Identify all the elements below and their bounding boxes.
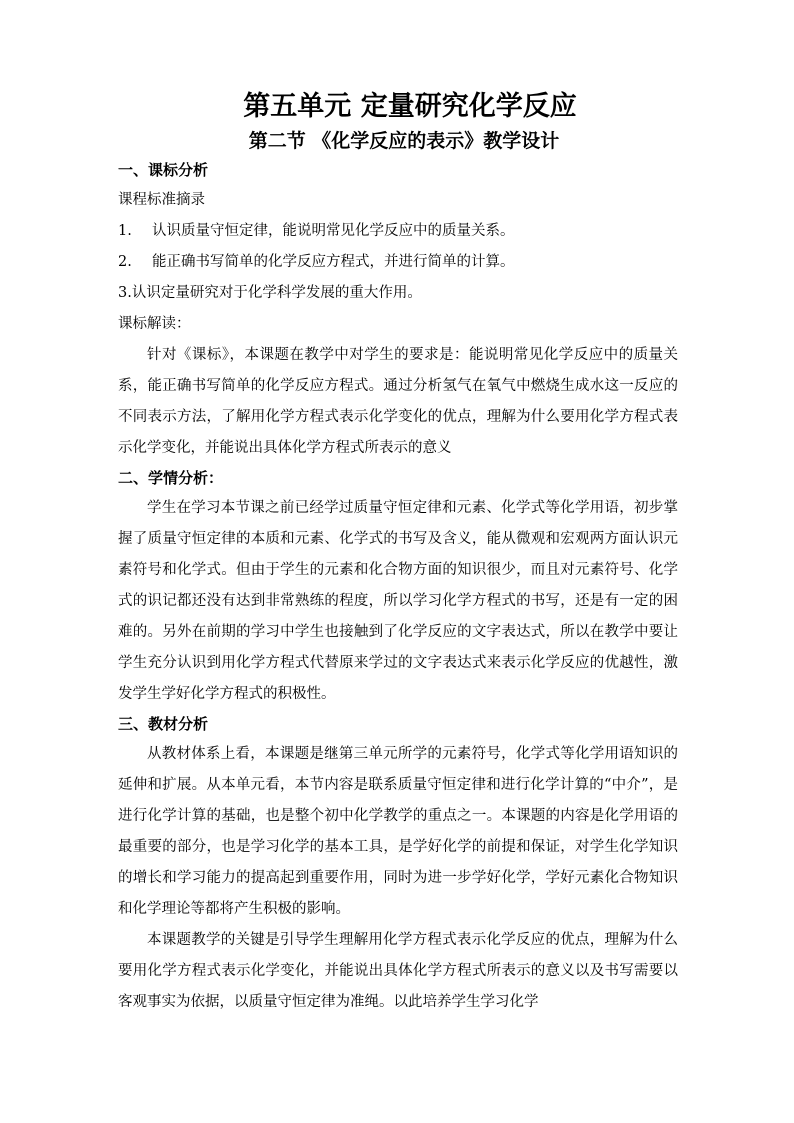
standard-number: 2. [118, 254, 132, 270]
learner-analysis-paragraph: 学生在学习本节课之前已经学过质量守恒定律和元素、化学式等化学用语，初步掌握了质量守恒定律的本质和元素、化学式的书写及含义，能从微观和宏观两方面认识元素符号和化学式。但由于学生的元素和化合物方面的知识很少，而且对元素符号、化学式的识记都还没有达到非常熟练的程度，所以学习化学方程式的书写，还是有一定的困难的。另外在前期的学习中学生也接触到了化学反应的文字表达式，所以在教学中要让学生充分认识到用化学方程式代替原来学过的文字表达式来表示化学反应的优越性，激发学生学好化学方程式的积极性。 [118, 500, 678, 702]
section-heading-textbook-analysis: 三、教材分析 [118, 715, 209, 733]
standard-text: 能正确书写简单的化学反应方程式，并进行简单的计算。 [152, 254, 515, 270]
standard-item [118, 216, 678, 247]
textbook-analysis-paragraph-2: 本课题教学的关键是引导学生理解用化学方程式表示化学反应的优点，理解为什么要用化学方程式表示化学变化，并能说出具体化学方程式所表示的意义以及书写需要以客观事实为依据，以质量守恒定律为准绳。以此培养学生学习化学 [118, 932, 678, 1010]
textbook-analysis-paragraph-1: 从教材体系上看，本课题是继第三单元所学的元素符号，化学式等化学用语知识的延伸和扩展。从本单元看，本节内容是联系质量守恒定律和进行化学计算的“中介”，是进行化学计算的基础，也是整个初中化学教学的重点之一。本课题的内容是化学用语的最重要的部分，也是学习化学的基本工具，是学好化学的前提和保证，对学生化学知识的增长和学习能力的提高起到重要作用，同时为进一步学好化学，学好元素化合物知识和化学理论等都将产生积极的影响。 [118, 746, 678, 917]
section-heading-learner-analysis: 二、学情分析： [118, 469, 224, 487]
document-title: 第五单元 定量研究化学反应 [243, 91, 577, 122]
standard-item-3: 3.认识定量研究对于化学科学发展的重大作用。 [118, 285, 422, 301]
interpretation-paragraph: 针对《课标》，本课题在教学中对学生的要求是：能说明常见化学反应中的质量关系，能正确书写简单的化学反应方程式。通过分析氢气在氧气中燃烧生成水这一反应的不同表示方法，了解用化学方程式表示化学变化的优点，理解为什么要用化学方程式表示化学变化，并能说出具体化学方程式所表示的意义 [118, 347, 678, 456]
standard-item [118, 247, 678, 278]
document-page [118, 88, 678, 1018]
standard-text: 认识质量守恒定律，能说明常见化学反应中的质量关系。 [152, 223, 515, 239]
section-heading-standards: 一、课标分析 [118, 161, 209, 179]
document-subtitle: 第二节 《化学反应的表示》教学设计 [248, 130, 560, 152]
standard-number: 1. [118, 223, 132, 239]
standards-label: 课程标准摘录 [118, 192, 205, 208]
interpretation-label: 课标解读： [118, 316, 191, 332]
